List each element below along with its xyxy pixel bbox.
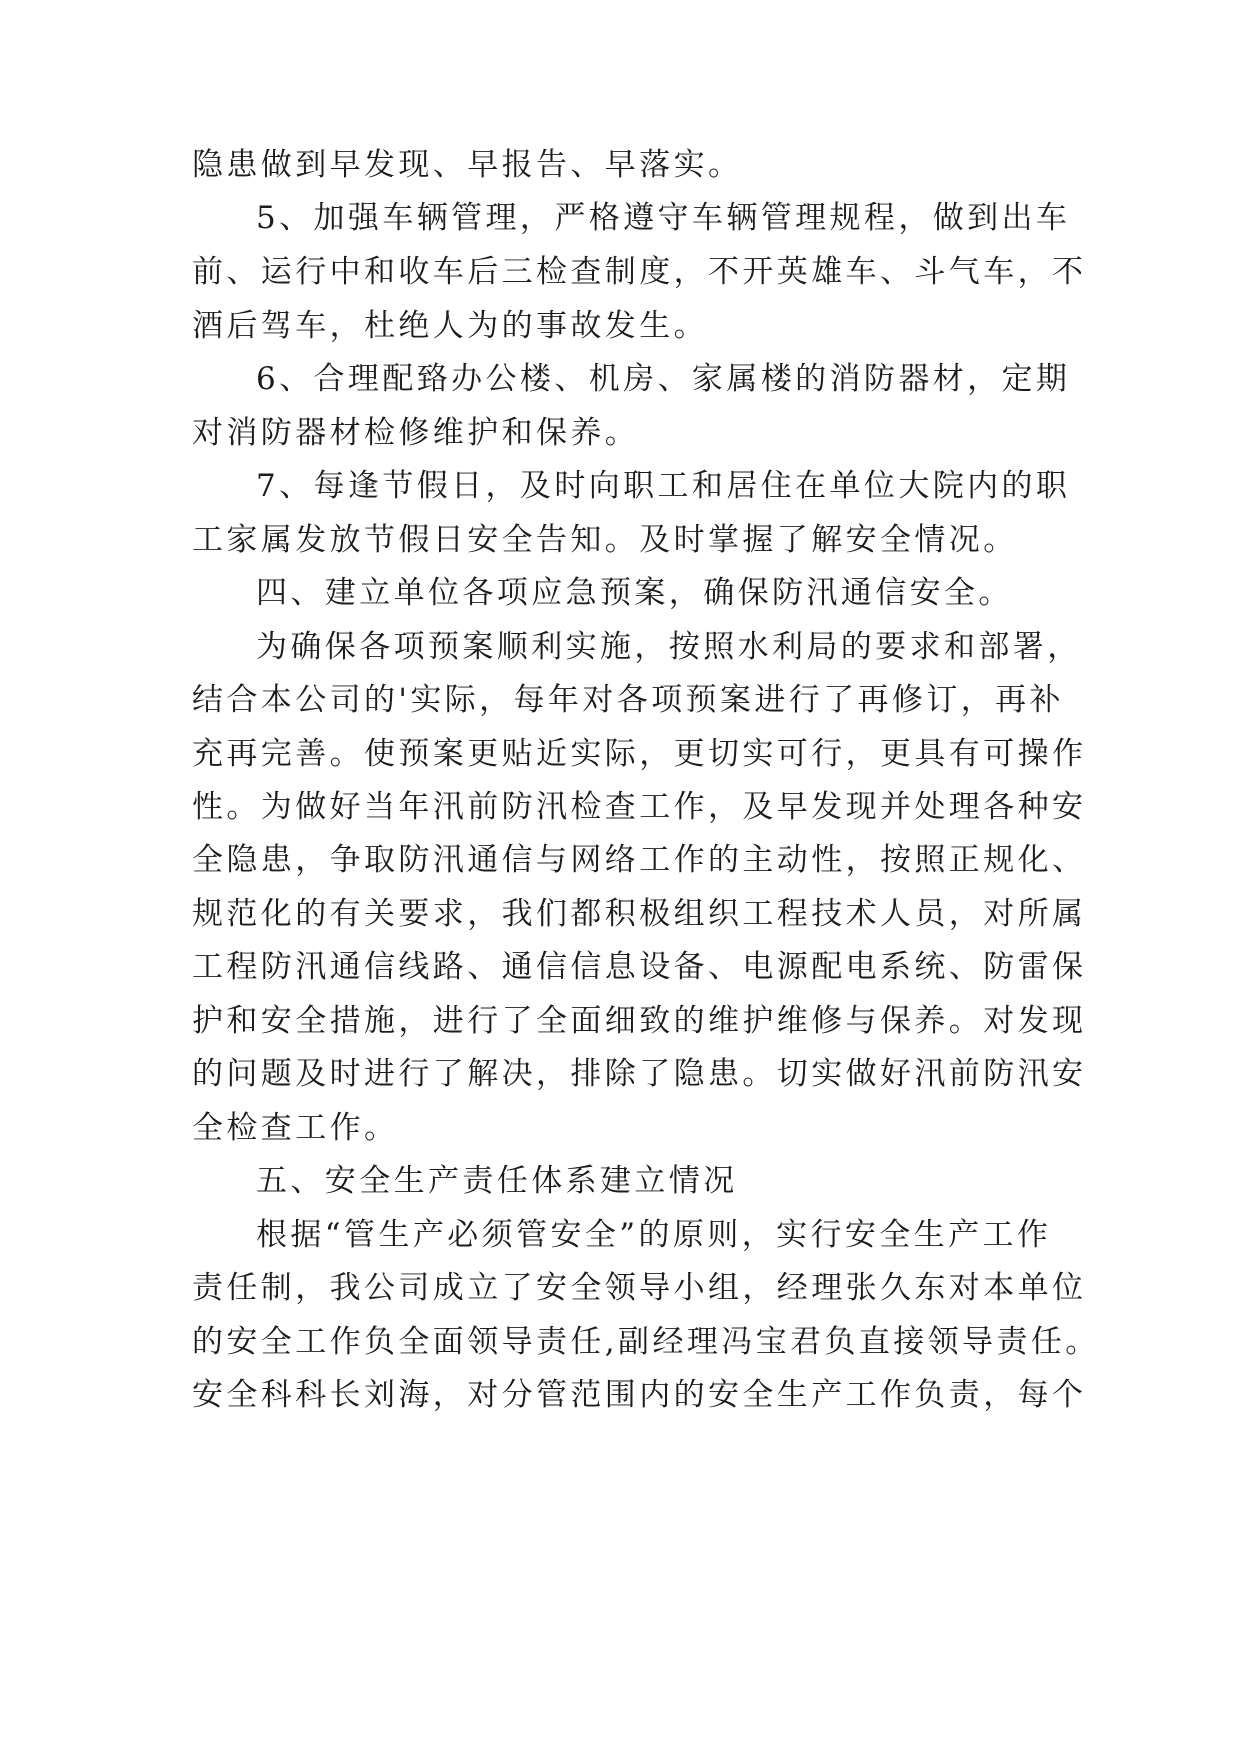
text-line: 的问题及时进行了解决，排除了隐患。切实做好汛前防汛安 [192, 1056, 1087, 1092]
text-line: 充再完善。使预案更贴近实际，更切实可行，更具有可操作 [192, 736, 1087, 772]
text-line: 5、加强车辆管理，严格遵守车辆管理规程，做到出车 [256, 200, 1071, 236]
text-line: 隐患做到早发现、早报告、早落实。 [192, 147, 743, 183]
text-line: 的安全工作负全面领导责任,副经理冯宝君负直接领导责任。 [192, 1324, 1100, 1360]
section-heading: 五、安全生产责任体系建立情况 [256, 1163, 738, 1199]
text-line: 前、运行中和收车后三检查制度，不开英雄车、斗气车，不 [192, 254, 1087, 290]
text-line: 根据“管生产必须管安全”的原则，实行安全生产工作 [256, 1217, 1052, 1253]
text-line: 7、每逢节假日，及时向职工和居住在单位大院内的职 [256, 468, 1071, 504]
text-line: 全检查工作。 [192, 1110, 399, 1146]
text-line: 性。为做好当年汛前防汛检查工作，及早发现并处理各种安 [192, 789, 1087, 825]
text-line: 规范化的有关要求，我们都积极组织工程技术人员，对所属 [192, 896, 1087, 932]
text-line: 酒后驾车，杜绝人为的事故发生。 [192, 308, 708, 344]
text-line: 全隐患，争取防汛通信与网络工作的主动性，按照正规化、 [192, 842, 1087, 878]
section-heading: 四、建立单位各项应急预案，确保防汛通信安全。 [256, 575, 1013, 611]
text-line: 6、合理配臵办公楼、机房、家属楼的消防器材，定期 [256, 361, 1071, 397]
text-line: 工家属发放节假日安全告知。及时掌握了解安全情况。 [192, 522, 1018, 558]
text-line: 安全科科长刘海，对分管范围内的安全生产工作负责，每个 [192, 1377, 1087, 1413]
text-line: 对消防器材检修维护和保养。 [192, 415, 640, 451]
text-line: 为确保各项预案顺利实施，按照水利局的要求和部署， [256, 629, 1082, 665]
text-line: 工程防汛通信线路、通信信息设备、电源配电系统、防雷保 [192, 949, 1087, 985]
text-line: 结合本公司的'实际，每年对各项预案进行了再修订，再补 [192, 682, 1064, 718]
text-line: 责任制，我公司成立了安全领导小组，经理张久东对本单位 [192, 1270, 1087, 1306]
text-line: 护和安全措施，进行了全面细致的维护维修与保养。对发现 [192, 1003, 1087, 1039]
